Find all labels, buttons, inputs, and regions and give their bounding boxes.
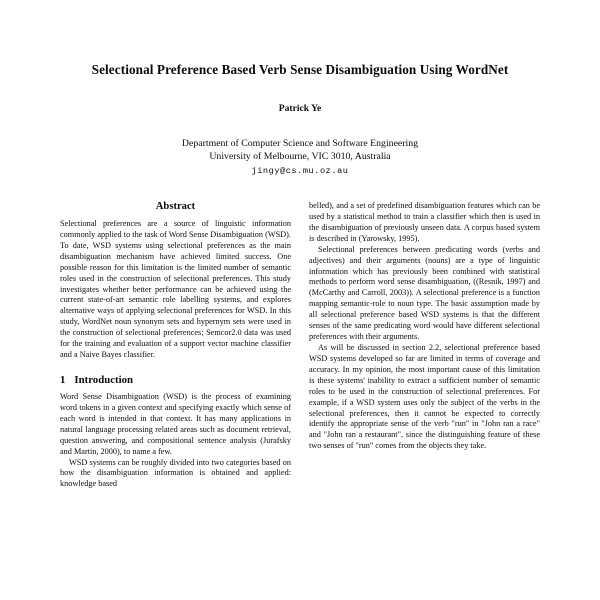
two-column-body xyxy=(0,201,600,490)
paragraph: Selectional preferences between predicating words (verbs and adjectives) and their arguments (nouns) are a type of linguistic information which has previously been combined with statistical methods to perform word sense disambiguation, ((Resnik, 1997) and (McCarthy and Carroll, 2003)). A selectional preference is a function mapping semantic-role to noun type. The basic assumption made by all selectional preference based WSD systems is that the different senses of the same predicating word would have different selectional preferences with their arguments. xyxy=(309,244,540,342)
affiliation-institution: University of Melbourne, VIC 3010, Australia xyxy=(209,151,391,163)
column-right xyxy=(309,201,540,490)
author-email: jingy@cs.mu.oz.au xyxy=(251,166,349,177)
affiliation-department: Department of Computer Science and Software Engineering xyxy=(181,138,419,150)
paragraph: belled), and a set of predefined disambiguation features which can be used by a statistical method to train a classifier which then is used in the disambiguation of previously unseen data. A corpus based system is described in (Yarowsky, 1995). xyxy=(309,201,540,243)
section-number: 1 xyxy=(60,373,66,386)
author-name: Patrick Ye xyxy=(278,102,322,114)
affiliation-block xyxy=(62,114,538,177)
column-left xyxy=(60,201,291,490)
paper-header xyxy=(0,0,600,178)
paragraph: As will be discussed in section 2.2, selectional preference based WSD systems developed so far are limited in terms of coverage and accuracy. In my opinion, the most important cause of this limitation is these systems' inability to extract a sufficient number of semantic roles to be used in the construction of selectional preferences. For example, if a WSD system uses only the subject of the verbs in the selectional preferences, then it cannot be expected to correctly identify the appropriate sense of the verb "run" in "John ran a race" and "John ran a restaurant", since the distinguishing feature of these two senses of "run" comes from the objects they take. xyxy=(309,342,540,451)
section-heading-introduction xyxy=(60,374,291,386)
paragraph: WSD systems can be roughly divided into two categories based on how the disambiguation information is obtained and applied: knowledge based xyxy=(60,457,291,489)
abstract-heading: Abstract xyxy=(155,201,196,212)
paragraph: Word Sense Disambiguation (WSD) is the process of examining word tokens in a given context and specifying exactly which sense of each word is intended in that context. It has many applications in natural language processing related areas such as document retrieval, question answering, and compositional sentence analysis (Jurafsky and Martin, 2000), to name a few. xyxy=(60,391,291,456)
section-title: Introduction xyxy=(74,373,134,386)
abstract-body: Selectional preferences are a source of linguistic information commonly applied to the task of Word Sense Disambiguation (WSD). To date, WSD systems using selectional preferences as the main disambiguation mechanism have achieved limited success. One possible reason for this limitation is the limited number of semantic roles used in the construction of selectional preferences. This study investigates whether better performance can be achieved using the current state-of-art semantic role labelling systems, and explores alternative ways of applying selectional preferences for WSD. In this study, WordNet noun synonym sets and hypernym sets were used in the construction of selectional preferences; Semcor2.0 data was used for the training and evaluation of a support vector machine classifier and a Naive Bayes classifier. xyxy=(60,219,291,360)
page-title: Selectional Preference Based Verb Sense Disambiguation Using WordNet xyxy=(91,62,509,77)
